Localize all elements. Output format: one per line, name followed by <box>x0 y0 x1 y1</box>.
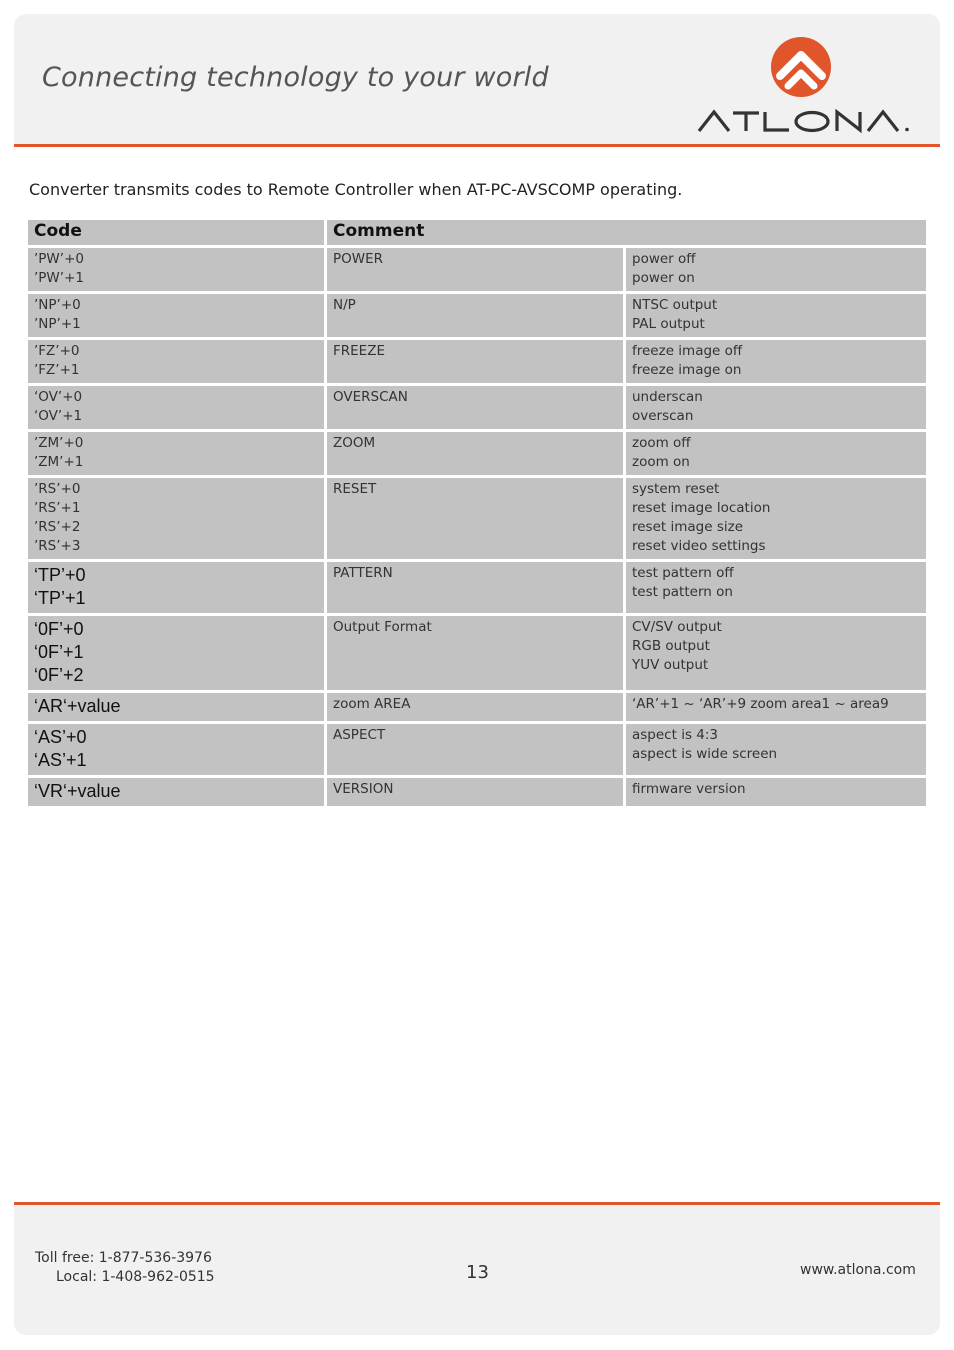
command-name: RESET <box>333 481 377 497</box>
description-line: firmware version <box>632 781 746 797</box>
description-cell <box>626 340 926 386</box>
command-name: ZOOM <box>333 435 376 451</box>
description-line: underscan <box>632 389 703 405</box>
code-value: ‘TP’+0 <box>34 565 86 585</box>
command-name: ASPECT <box>333 727 386 743</box>
description-cell <box>626 562 926 616</box>
code-value: ‘VR‘+value <box>34 781 121 801</box>
description-line: zoom on <box>632 454 690 470</box>
description-line: power off <box>632 251 696 267</box>
table-row <box>28 778 926 809</box>
table-row <box>28 478 926 562</box>
code-value: ’PW’+1 <box>34 270 84 286</box>
description-line: ‘AR’+1 ~ ‘AR’+9 zoom area1 ~ area9 <box>632 696 889 712</box>
code-value: ’FZ’+1 <box>34 362 80 378</box>
description-cell <box>626 386 926 432</box>
code-value: ’RS’+3 <box>34 538 81 554</box>
command-name-cell <box>327 616 626 693</box>
toll-free-number: Toll free: 1-877-536-3976 <box>35 1250 212 1266</box>
command-name: VERSION <box>333 781 394 797</box>
description-line: reset image location <box>632 500 771 516</box>
command-name-cell <box>327 778 626 809</box>
table-row <box>28 432 926 478</box>
description-line: power on <box>632 270 695 286</box>
code-cell <box>28 340 327 386</box>
command-name-cell <box>327 478 626 562</box>
local-number: Local: 1-408-962-0515 <box>56 1269 215 1285</box>
table-header-row <box>28 220 926 248</box>
atlona-logo-wordmark <box>697 108 913 134</box>
atlona-logo-mark-icon <box>770 36 832 98</box>
description-cell <box>626 778 926 809</box>
command-name: POWER <box>333 251 384 267</box>
description-line: test pattern on <box>632 584 733 600</box>
description-line: aspect is 4:3 <box>632 727 718 743</box>
code-value: ‘0F’+2 <box>34 665 84 685</box>
command-name-cell <box>327 432 626 478</box>
code-value: ’RS’+1 <box>34 500 81 516</box>
page-number: 13 <box>466 1262 489 1283</box>
description-line: system reset <box>632 481 720 497</box>
code-cell <box>28 778 327 809</box>
code-cell <box>28 432 327 478</box>
description-line: freeze image off <box>632 343 743 359</box>
description-line: test pattern off <box>632 565 734 581</box>
description-line: reset image size <box>632 519 743 535</box>
code-value: ‘TP’+1 <box>34 588 86 608</box>
code-value: ’RS’+2 <box>34 519 81 535</box>
code-value: ’PW’+0 <box>34 251 84 267</box>
table-row <box>28 562 926 616</box>
command-name: zoom AREA <box>333 696 411 712</box>
code-cell <box>28 693 327 724</box>
command-name-cell <box>327 693 626 724</box>
code-value: ’FZ’+0 <box>34 343 80 359</box>
description-line: RGB output <box>632 638 710 654</box>
description-cell <box>626 294 926 340</box>
code-value: ’ZM’+1 <box>34 454 84 470</box>
code-value: ‘0F’+0 <box>34 619 84 639</box>
command-name: N/P <box>333 297 356 313</box>
command-name: FREEZE <box>333 343 385 359</box>
code-value: ‘0F’+1 <box>34 642 84 662</box>
code-value: ‘OV’+0 <box>34 389 83 405</box>
description-line: freeze image on <box>632 362 742 378</box>
code-cell <box>28 478 327 562</box>
command-name-cell <box>327 294 626 340</box>
website-link[interactable]: www.atlona.com <box>800 1262 916 1278</box>
tagline: Connecting technology to your world <box>42 62 549 93</box>
command-name-cell <box>327 724 626 778</box>
code-value: ’NP’+0 <box>34 297 81 313</box>
code-cell <box>28 724 327 778</box>
intro-text: Converter transmits codes to Remote Controller when AT-PC-AVSCOMP operating. <box>29 180 683 199</box>
table-row <box>28 693 926 724</box>
description-cell <box>626 724 926 778</box>
command-name-cell <box>327 248 626 294</box>
description-cell <box>626 432 926 478</box>
description-line: CV/SV output <box>632 619 722 635</box>
code-value: ’NP’+1 <box>34 316 81 332</box>
description-line: reset video settings <box>632 538 766 554</box>
code-value: ‘OV’+1 <box>34 408 83 424</box>
code-value: ’ZM’+0 <box>34 435 84 451</box>
code-cell <box>28 248 327 294</box>
description-line: overscan <box>632 408 694 424</box>
table-row <box>28 294 926 340</box>
description-cell <box>626 616 926 693</box>
table-row <box>28 386 926 432</box>
command-name-cell <box>327 386 626 432</box>
description-cell <box>626 478 926 562</box>
description-line: NTSC output <box>632 297 718 313</box>
code-cell <box>28 386 327 432</box>
command-name: Output Format <box>333 619 432 635</box>
table-row <box>28 724 926 778</box>
table-row <box>28 616 926 693</box>
header-divider <box>14 144 940 147</box>
column-header-comment: Comment <box>327 220 926 248</box>
codes-table <box>28 220 926 809</box>
description-line: YUV output <box>632 657 709 673</box>
column-header-code: Code <box>28 220 327 248</box>
code-cell <box>28 616 327 693</box>
code-value: ‘AS’+1 <box>34 750 87 770</box>
command-name-cell <box>327 340 626 386</box>
code-value: ‘AS’+0 <box>34 727 87 747</box>
code-cell <box>28 294 327 340</box>
code-cell <box>28 562 327 616</box>
code-value: ‘AR‘+value <box>34 696 121 716</box>
description-cell <box>626 248 926 294</box>
command-name-cell <box>327 562 626 616</box>
command-name: PATTERN <box>333 565 393 581</box>
table-row <box>28 248 926 294</box>
description-line: zoom off <box>632 435 691 451</box>
code-value: ’RS’+0 <box>34 481 81 497</box>
description-cell <box>626 693 926 724</box>
command-name: OVERSCAN <box>333 389 408 405</box>
table-row <box>28 340 926 386</box>
description-line: PAL output <box>632 316 705 332</box>
description-line: aspect is wide screen <box>632 746 778 762</box>
table-body <box>28 248 926 809</box>
